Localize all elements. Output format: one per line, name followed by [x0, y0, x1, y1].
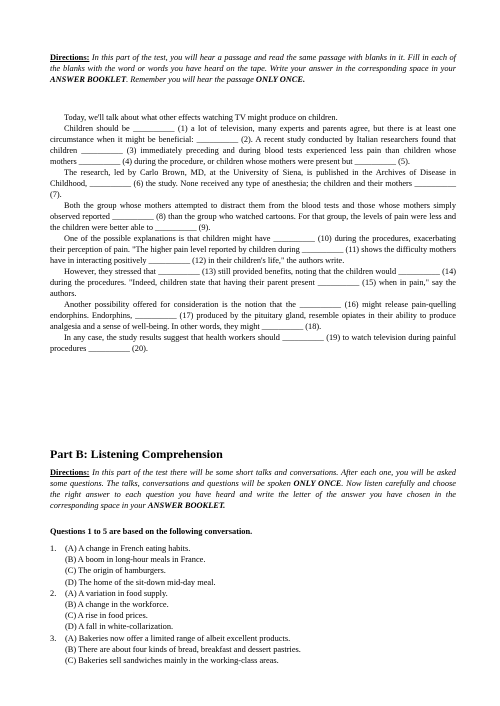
directions-emphasis: ANSWER BOOKLET. — [147, 501, 226, 510]
answer-option: (A) A change in French eating habits. — [65, 544, 191, 553]
question-number: 3. — [50, 633, 57, 643]
directions-text: . Remember you will hear the passage — [126, 75, 256, 84]
directions-label: Directions: — [50, 468, 90, 477]
answer-option: (C) Bakeries sell sandwiches mainly in the working-class areas. — [65, 656, 279, 666]
part-b-directions — [50, 467, 456, 511]
answer-option: (D) The home of the sit-down mid-day meal. — [65, 577, 216, 587]
passage-paragraph: In any case, the study results suggest that health workers should __________ (19) to watch television during painful procedures __________ (20). — [50, 333, 456, 353]
answer-option: (B) A boom in long-hour meals in France. — [65, 555, 206, 565]
answer-option: (C) A rise in food prices. — [65, 611, 148, 621]
directions-emphasis: ANSWER BOOKLET — [50, 75, 127, 84]
passage — [50, 112, 456, 354]
questions-heading: Questions 1 to 5 are based on the following conversation. — [50, 527, 253, 536]
answer-option: (B) A change in the workforce. — [65, 600, 169, 610]
directions-text: . Now listen carefully and choose the right answer to each question you have heard and write the letter of the answer you have chosen in the corresponding space in your — [50, 479, 457, 510]
answer-option: (A) A variation in food supply. — [65, 588, 168, 598]
question-item — [50, 543, 460, 588]
section-heading: Part B: Listening Comprehension — [50, 447, 223, 461]
answer-option: (D) A fall in white-collarization. — [65, 622, 174, 632]
question-number: 2. — [50, 588, 57, 598]
passage-paragraph: Both the group whose mothers attempted to distract them from the blood tests and those whose mothers simply observed reported __________ (8) than the group who watched cartoons. For that group, the levels of pain were less and the children were better able to __________ (9). — [50, 201, 456, 232]
passage-paragraph: One of the possible explanations is that children might have __________ (10) during the procedures, exacerbating their perception of pain. "The higher pain level reported by children during __________ (11) shows the difficulty mothers have in interacting positively __________ (12) in their children's life," the authors write. — [50, 234, 456, 265]
question-item — [50, 588, 460, 633]
question-list — [50, 543, 460, 666]
passage-paragraph: Another possibility offered for consideration is the notion that the __________ (16) might release pain-quelling endorphins. Endorphins, __________ (17) produced by the pituitary gland, resemble opiates in their ability to produce analgesia and a sense of well-being. In other words, they might __________ (18). — [50, 300, 456, 331]
directions-text: In this part of the test there will be some short talks and conversations. After each one, you will be asked some questions. The talks, conversations and questions will be spoken — [50, 468, 456, 488]
passage-paragraph: However, they stressed that __________ (13) still provided benefits, noting that the children would __________ (14) during the procedures. "Indeed, children state that having their parent present __________ (15) when in pain," say the authors. — [50, 267, 456, 298]
question-item — [50, 633, 460, 667]
directions-label: Directions: — [50, 53, 90, 62]
passage-paragraph: Children should be __________ (1) a lot of television, many experts and parents agree, but there is at least one circumstance when it might be beneficial: __________ (2). A recent study conducted by Italian researchers found that children __________ (3) immediately preceding and during blood tests experienced less pain than children whose mothers __________ (4) during the procedure, or children whose mothers were present but __________ (5). — [50, 124, 456, 166]
answer-option: (B) There are about four kinds of bread, breakfast and dessert pastries. — [65, 644, 301, 654]
passage-paragraph: The research, led by Carlo Brown, MD, at the University of Siena, is published in the Archives of Disease in Childhood, __________ (6) the study. None received any type of anesthesia; the children and their mothers __________ (7). — [50, 168, 456, 199]
question-number: 1. — [50, 544, 57, 553]
directions-emphasis: ONLY ONCE — [293, 479, 342, 488]
part-a-directions — [50, 52, 456, 85]
answer-option: (A) Bakeries now offer a limited range of albeit excellent products. — [65, 633, 291, 643]
passage-paragraph: Today, we'll talk about what other effects watching TV might produce on children. — [64, 113, 338, 122]
directions-text: In this part of the test, you will hear a passage and read the same passage with blanks in it. Fill in each of the blanks with the word or words you have heard on the tape. Write your answer in the corresponding space in your — [50, 53, 456, 73]
directions-emphasis: ONLY ONCE. — [255, 75, 306, 84]
answer-option: (C) The origin of hamburgers. — [65, 566, 166, 576]
